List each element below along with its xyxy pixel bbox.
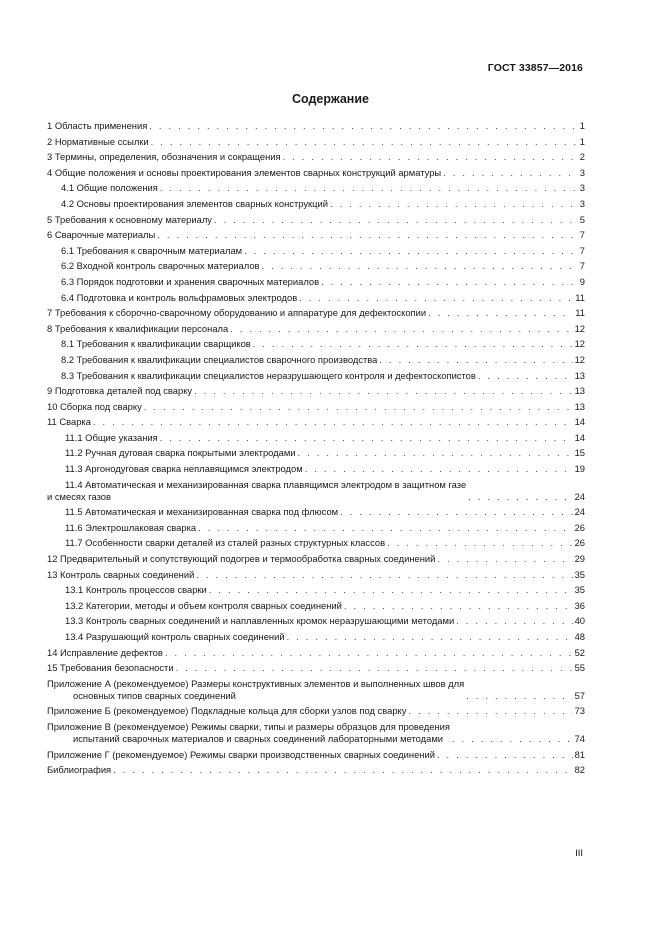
toc-entry-label: 15 Требования безопасности <box>47 662 174 674</box>
toc-entry-page: 35 <box>574 568 585 580</box>
toc-entry[interactable] <box>47 214 585 226</box>
toc-title: Содержание <box>291 92 369 106</box>
toc-entry[interactable] <box>47 631 585 643</box>
toc-entry[interactable] <box>47 584 585 596</box>
toc-entry-page: 36 <box>574 599 585 611</box>
toc-leader-dots <box>93 416 573 428</box>
toc-leader-dots <box>214 214 578 226</box>
toc-entry-label: 6 Сварочные материалы <box>47 229 156 241</box>
toc-entry-label: 13.1 Контроль процессов сварки <box>65 584 207 596</box>
toc-entry-page: 29 <box>574 553 585 565</box>
toc-entry-label: 8.1 Требования к квалификации сварщиков <box>61 338 251 350</box>
toc-entry-page: 55 <box>574 662 585 674</box>
toc-entry-label: 11.7 Особенности сварки деталей из сталей разных структурных классов <box>65 537 386 549</box>
page-number: III <box>575 848 583 859</box>
toc-leader-dots <box>466 690 572 702</box>
toc-entry-label: 6.3 Порядок подготовки и хранения сварочных материалов <box>61 275 320 287</box>
toc-leader-dots <box>437 553 572 565</box>
toc-leader-dots <box>305 463 573 475</box>
toc-entry-label: 9 Подготовка деталей под сварку <box>47 385 193 397</box>
toc-entry[interactable] <box>47 338 585 350</box>
toc-entry-label <box>47 678 464 702</box>
toc-entry-page: 7 <box>579 260 585 272</box>
toc-leader-dots <box>298 447 573 459</box>
toc-entry-page: 14 <box>574 431 585 443</box>
toc-leader-dots <box>452 733 573 745</box>
toc-entry[interactable] <box>47 749 585 761</box>
toc-leader-dots <box>198 522 572 534</box>
toc-entry-label: 13.2 Категории, методы и объем контроля сварных соединений <box>65 599 342 611</box>
toc-entry-page: 1 <box>579 135 585 147</box>
toc-leader-dots <box>194 385 572 397</box>
toc-entry[interactable] <box>47 553 585 565</box>
toc-leader-dots <box>230 323 572 335</box>
toc-entry-label: 10 Сборка под сварку <box>47 400 142 412</box>
toc-entry-label: 11.1 Общие указания <box>65 431 158 443</box>
toc-entry-label-line2: и смесях газов <box>47 490 111 502</box>
toc-leader-dots <box>165 647 573 659</box>
toc-entry-label: 6.4 Подготовка и контроль вольфрамовых электродов <box>61 291 298 303</box>
toc-leader-dots <box>157 229 578 241</box>
toc-entry-page: 1 <box>579 120 585 131</box>
toc-entry-label: 8 Требования к квалификации персонала <box>47 322 229 334</box>
toc-entry[interactable] <box>47 401 585 413</box>
toc-leader-dots <box>344 600 573 612</box>
toc-leader-dots <box>456 615 572 627</box>
toc-entry-label-line1: Приложение А (рекомендуемое) Размеры конструктивных элементов и выполненных швов для <box>47 677 465 689</box>
toc-entry-label: Библиография <box>47 764 112 776</box>
toc-leader-dots <box>253 338 573 350</box>
toc-entry-page: 81 <box>574 748 585 760</box>
toc-entry-label: 12 Предварительный и сопутствующий подогрев и термообработка сварных соединений <box>47 553 436 565</box>
toc-entry-label: 13.3 Контроль сварных соединений и наплавленных кромок неразрушающими методами <box>65 615 455 627</box>
table-of-contents <box>47 120 585 780</box>
toc-entry-page: 24 <box>574 490 585 502</box>
toc-leader-dots <box>468 491 572 503</box>
toc-entry-label: 4.1 Общие положения <box>61 182 158 194</box>
toc-entry[interactable] <box>47 245 585 257</box>
toc-entry-label: Приложение Г (рекомендуемое) Режимы сварки производственных сварных соединений <box>47 748 435 760</box>
toc-leader-dots <box>160 182 578 194</box>
toc-entry-label: 11 Сварка <box>47 416 91 428</box>
toc-entry[interactable] <box>47 151 585 163</box>
toc-entry-page: 3 <box>579 166 585 178</box>
toc-entry-label: 8.3 Требования к квалификации специалистов неразрушающего контроля и дефектоскопистов <box>61 369 476 381</box>
toc-leader-dots <box>321 276 578 288</box>
toc-entry-page: 48 <box>574 631 585 642</box>
toc-entry[interactable] <box>47 569 585 581</box>
toc-entry-page: 7 <box>579 229 585 241</box>
toc-entry[interactable] <box>47 276 585 288</box>
toc-entry[interactable] <box>47 120 585 132</box>
toc-entry-page: 11 <box>575 291 585 303</box>
toc-entry[interactable] <box>47 662 585 674</box>
toc-entry-page: 7 <box>579 244 585 256</box>
toc-entry-label: 3 Термины, определения, обозначения и сокращения <box>47 151 281 163</box>
toc-entry-label-line1: Приложение В (рекомендуемое) Режимы сварки, типы и размеры образцов для проведения <box>47 720 450 732</box>
toc-entry-label: Приложение Б (рекомендуемое) Подкладные кольца для сборки узлов под сварку <box>47 705 407 717</box>
toc-entry-page: 24 <box>574 506 585 518</box>
toc-entry[interactable] <box>47 447 585 459</box>
toc-entry-page: 15 <box>574 447 585 459</box>
toc-entry-label-line2: основных типов сварных соединений <box>73 689 236 701</box>
toc-entry-label <box>47 721 450 745</box>
toc-entry[interactable] <box>47 307 585 319</box>
toc-entry-label: 4 Общие положения и основы проектирования элементов сварных конструкций арматуры <box>47 166 442 178</box>
toc-entry-label: 14 Исправление дефектов <box>47 646 163 658</box>
toc-entry[interactable] <box>47 292 585 304</box>
toc-entry[interactable] <box>47 167 585 179</box>
toc-entry[interactable] <box>47 479 585 503</box>
toc-entry-label: 11.5 Автоматическая и механизированная сварка под флюсом <box>65 506 339 518</box>
toc-entry-page: 52 <box>574 646 585 658</box>
toc-entry-page: 11 <box>575 307 585 319</box>
toc-leader-dots <box>379 354 572 366</box>
toc-entry-label: 7 Требования к сборочно-сварочному оборудованию и аппаратуре для дефектоскопии <box>47 307 427 319</box>
toc-entry-page: 3 <box>579 182 585 194</box>
toc-entry-page: 3 <box>579 197 585 209</box>
toc-entry[interactable] <box>47 370 585 382</box>
document-code: ГОСТ 33857—2016 <box>487 62 583 74</box>
toc-entry-page: 26 <box>574 521 585 533</box>
toc-entry-page: 12 <box>574 338 585 350</box>
toc-leader-dots <box>408 705 572 717</box>
toc-entry[interactable] <box>47 615 585 627</box>
toc-entry-label: 11.6 Электрошлаковая сварка <box>65 521 197 533</box>
toc-entry-page: 14 <box>574 416 585 428</box>
toc-entry-page: 35 <box>574 584 585 596</box>
toc-entry-label-line2: испытаний сварочных материалов и сварных соединений лабораторными методами <box>73 732 444 744</box>
toc-entry[interactable] <box>47 260 585 272</box>
toc-entry-page: 74 <box>574 732 585 744</box>
toc-entry[interactable] <box>47 537 585 549</box>
toc-entry[interactable] <box>47 506 585 518</box>
toc-entry-page: 73 <box>574 705 585 717</box>
toc-entry[interactable] <box>47 463 585 475</box>
toc-entry-page: 19 <box>574 463 585 475</box>
toc-leader-dots <box>387 537 572 549</box>
toc-entry[interactable] <box>47 229 585 241</box>
toc-entry[interactable] <box>47 385 585 397</box>
toc-entry[interactable] <box>47 522 585 534</box>
toc-entry-label: 6.1 Требования к сварочным материалам <box>61 244 243 256</box>
toc-entry-label: 4.2 Основы проектирования элементов сварных конструкций <box>61 197 329 209</box>
toc-entry-page: 82 <box>574 764 585 776</box>
toc-entry[interactable] <box>47 323 585 335</box>
toc-entry[interactable] <box>47 182 585 194</box>
toc-leader-dots <box>196 569 572 581</box>
toc-entry[interactable] <box>47 198 585 210</box>
toc-entry[interactable] <box>47 721 585 745</box>
toc-leader-dots <box>437 749 573 761</box>
toc-entry-page: 9 <box>579 275 585 287</box>
toc-entry-page: 12 <box>574 322 585 334</box>
toc-entry-label: 1 Область применения <box>47 120 148 131</box>
toc-leader-dots <box>287 631 573 643</box>
toc-entry-page: 13 <box>574 369 585 381</box>
toc-entry-label: 11.3 Аргонодуговая сварка неплавящимся электродом <box>65 463 303 475</box>
toc-leader-dots <box>443 167 578 179</box>
toc-entry-page: 26 <box>574 537 585 549</box>
toc-entry[interactable] <box>47 600 585 612</box>
toc-entry[interactable] <box>47 354 585 366</box>
toc-leader-dots <box>283 151 578 163</box>
toc-entry[interactable] <box>47 432 585 444</box>
toc-entry-label: 6.2 Входной контроль сварочных материалов <box>61 260 260 272</box>
toc-entry-label <box>47 479 466 503</box>
toc-leader-dots <box>176 662 573 674</box>
toc-entry[interactable] <box>47 647 585 659</box>
toc-leader-dots <box>149 120 577 132</box>
toc-entry-label: 13 Контроль сварных соединений <box>47 568 195 580</box>
toc-entry-page: 40 <box>574 615 585 627</box>
toc-entry[interactable] <box>47 416 585 428</box>
toc-leader-dots <box>340 506 572 518</box>
toc-entry-page: 5 <box>579 213 585 225</box>
toc-entry-page: 12 <box>574 353 585 365</box>
toc-leader-dots <box>478 370 573 382</box>
toc-entry-label: 13.4 Разрушающий контроль сварных соединений <box>65 631 285 642</box>
toc-entry[interactable] <box>47 764 585 776</box>
toc-leader-dots <box>428 307 573 319</box>
toc-entry-label: 11.2 Ручная дуговая сварка покрытыми электродами <box>65 447 296 459</box>
toc-leader-dots <box>113 764 572 776</box>
toc-entry-page: 57 <box>574 689 585 701</box>
toc-entry-page: 13 <box>574 385 585 397</box>
toc-leader-dots <box>299 292 573 304</box>
toc-leader-dots <box>160 432 573 444</box>
toc-entry[interactable] <box>47 705 585 717</box>
toc-entry-label: 8.2 Требования к квалификации специалистов сварочного производства <box>61 353 378 365</box>
toc-entry-page: 2 <box>579 151 585 163</box>
toc-entry-label: 2 Нормативные ссылки <box>47 135 149 147</box>
toc-leader-dots <box>244 245 578 257</box>
toc-leader-dots <box>262 260 578 272</box>
toc-entry[interactable] <box>47 678 585 702</box>
toc-leader-dots <box>209 584 573 596</box>
toc-entry[interactable] <box>47 136 585 148</box>
toc-entry-label-line1: 11.4 Автоматическая и механизированная сварка плавящимся электродом в защитном газе <box>65 478 467 490</box>
toc-leader-dots <box>144 401 573 413</box>
toc-entry-page: 13 <box>574 400 585 412</box>
toc-entry-label: 5 Требования к основному материалу <box>47 213 212 225</box>
toc-leader-dots <box>151 136 578 148</box>
toc-leader-dots <box>330 198 578 210</box>
